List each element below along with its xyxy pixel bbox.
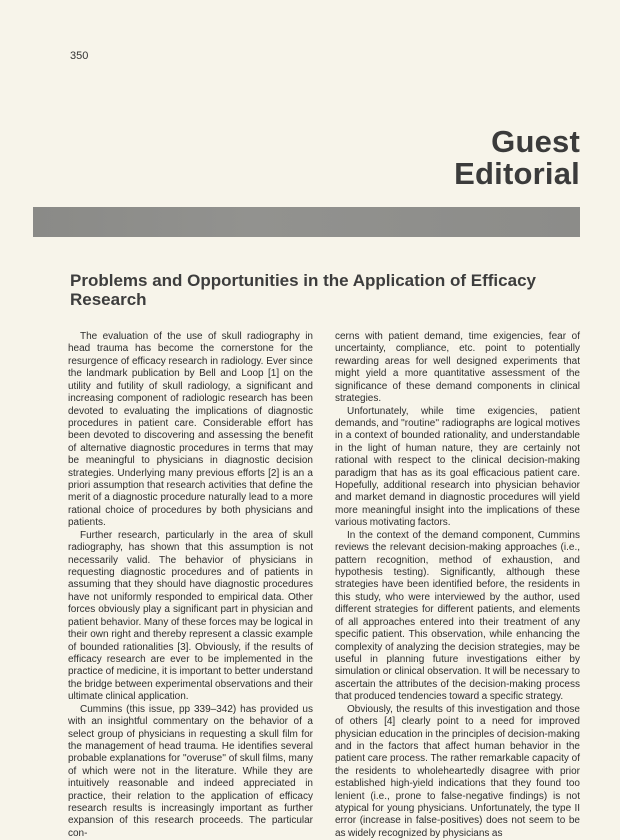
right-column bbox=[335, 331, 580, 840]
section-title bbox=[454, 126, 580, 190]
paragraph: cerns with patient demand, time exigencies, fear of uncertainty, compliance, etc. point to potentially rewarding areas for well designed experiments that might yield a more quantitative assessment of the significance of these demand components in clinical strategies. bbox=[335, 331, 580, 405]
page-number: 350 bbox=[70, 50, 89, 62]
header-band bbox=[33, 207, 580, 237]
section-title-line1: Guest bbox=[491, 124, 580, 159]
article-title: Problems and Opportunities in the Application of Efficacy Research bbox=[70, 271, 536, 309]
paragraph: Further research, particularly in the area of skull radiography, has shown that this assumption is not necessarily valid. The behavior of physicians in requesting diagnostic procedures and of patients in assuming that they should have diagnostic procedures have not uniformly responded to empirical data. Other forces obviously play a significant part in physician and patient behavior. Many of these forces may be logical in their own right and thereby represent a classic example of bounded rationalities [3]. Obviously, if the results of efficacy research are ever to be implemented in the practice of medicine, it is important to better understand the bridge between experimental observations and their ultimate clinical application. bbox=[68, 529, 313, 703]
paragraph: Unfortunately, while time exigencies, patient demands, and ''routine'' radiographs are logical motives in a context of bounded rationality, and understandable in the light of human nature, they are certainly not rational with respect to the clinical decision-making paradigm that has as its goal efficacious patient care. Hopefully, additional research into physician behavior and market demand in diagnostic procedures will yield more meaningful insight into the implications of these various motivating factors. bbox=[335, 405, 580, 529]
paragraph: Cummins (this issue, pp 339–342) has provided us with an insightful commentary on the behavior of a select group of physicians in requesting a skull film for the management of head trauma. He identifies several probable explanations for ''overuse'' of skull films, many of which were not in the literature. While they are intuitively reasonable and indeed appreciated in practice, their relation to the application of efficacy research results is increasingly important as further expansion of this research proceeds. The particular con- bbox=[68, 703, 313, 839]
paragraph: Obviously, the results of this investigation and those of others [4] clearly point to a need for improved physician education in the principles of decision-making and in the factors that affect human behavior in the patient care process. The rather remarkable capacity of the residents to wholeheartedly disagree with prior established high-yield indications that they found too lenient (i.e., prone to false-negative findings) is not atypical for young physicians. Unfortunately, the type II error (increase in false-positives) does not seem to be as widely recognized by physicians as bbox=[335, 703, 580, 839]
paragraph: In the context of the demand component, Cummins reviews the relevant decision-making approaches (i.e., pattern recognition, method of exhaustion, and hypothesis testing). Significantly, although these strategies have been identified before, the residents in this study, who were interviewed by the author, used different strategies for different patients, and elements of all approaches entered into their treatment of any specific patient. This observation, while enhancing the complexity of analyzing the decision strategies, may be useful in planning future investigations either by simulation or clinical observation. It will be necessary to ascertain the attributes of the decision-making process that produced tendencies toward a specific strategy. bbox=[335, 529, 580, 703]
paragraph: The evaluation of the use of skull radiography in head trauma has become the cornerstone for the resurgence of efficacy research in radiology. Ever since the landmark publication by Bell and Loop [1] on the utility and futility of skull radiology, a significant and increasing component of radiologic research has been devoted to evaluating the implications of diagnostic procedures in patient care. Considerable effort has been devoted to discovering and assessing the benefit of alternative diagnostic procedures in terms that may be meaningful to physicians in diagnostic decision strategies. Underlying many previous efforts [2] is an a priori assumption that research activities that define the merit of a diagnostic procedure naturally lead to a more rational choice of procedures by both physicians and patients. bbox=[68, 331, 313, 529]
left-column bbox=[68, 331, 313, 840]
section-title-line2: Editorial bbox=[454, 156, 580, 191]
